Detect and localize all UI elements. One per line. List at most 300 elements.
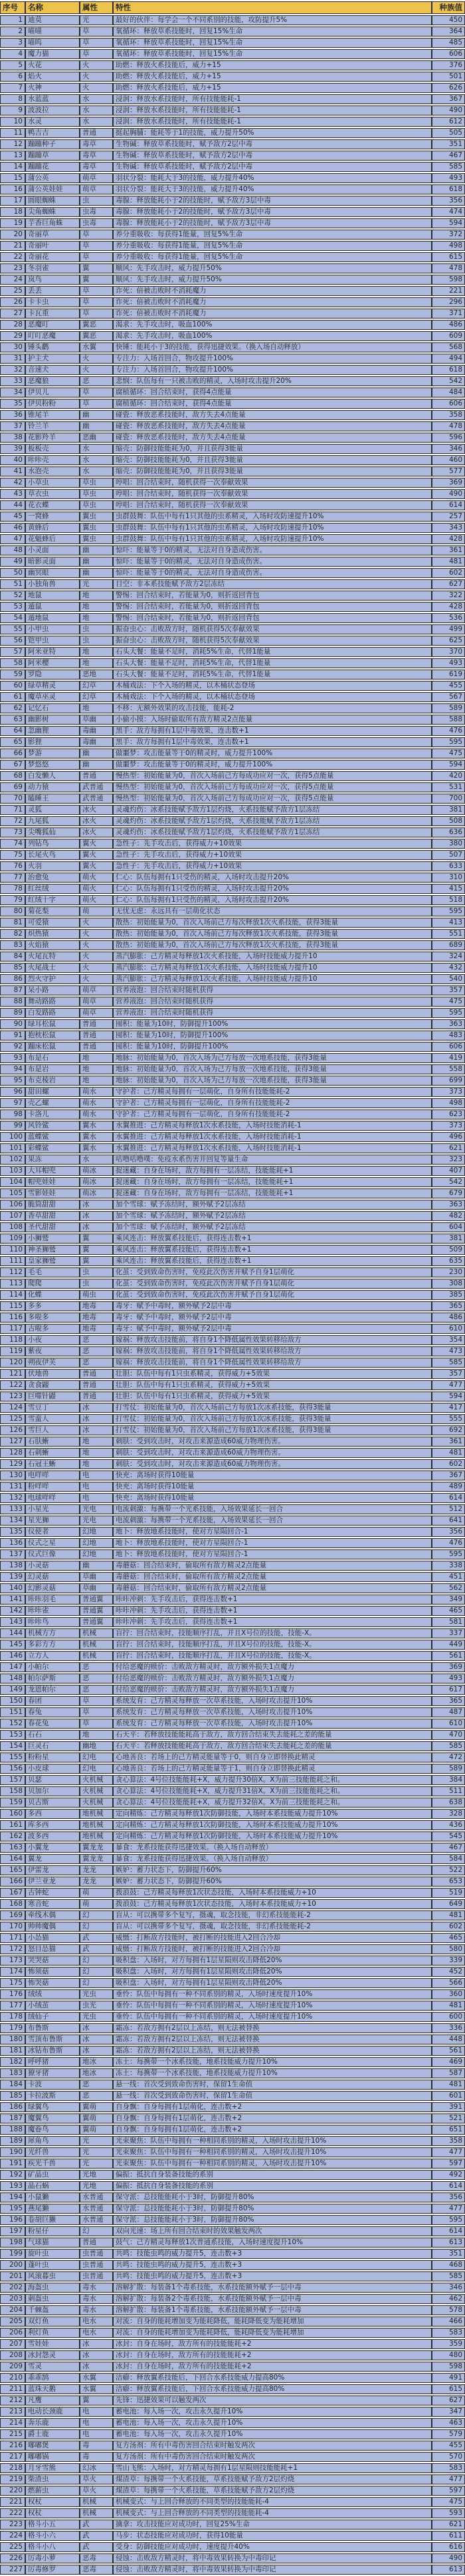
cell-base-stat[interactable]: 567 bbox=[432, 692, 465, 702]
cell-serial[interactable]: 156 bbox=[0, 1764, 25, 1774]
cell-base-stat[interactable]: 555 bbox=[432, 1414, 465, 1424]
cell-trait[interactable]: 毒蘑菇：回合结束时，偷取所有敌方精灵2点能量 bbox=[113, 1583, 432, 1593]
cell-attribute[interactable]: 幽 bbox=[80, 421, 113, 431]
cell-serial[interactable]: 150 bbox=[0, 1696, 25, 1706]
cell-serial[interactable]: 153 bbox=[0, 1730, 25, 1740]
cell-base-stat[interactable]: 360 bbox=[432, 1989, 465, 1999]
cell-name[interactable]: 卡卡虫 bbox=[25, 297, 80, 307]
cell-trait[interactable]: 氧循环：释放草系技能时，回复15%生命 bbox=[113, 27, 432, 36]
cell-base-stat[interactable]: 627 bbox=[432, 2396, 465, 2405]
cell-base-stat[interactable]: 509 bbox=[432, 1245, 465, 1255]
cell-name[interactable]: 小怂猫 bbox=[25, 1933, 80, 1943]
cell-name[interactable]: 火神 bbox=[25, 83, 80, 93]
cell-attribute[interactable]: 普通翼 bbox=[80, 1606, 113, 1616]
cell-trait[interactable]: 囤积：能量为10时，防御提升100% bbox=[113, 1031, 432, 1040]
cell-serial[interactable]: 49 bbox=[0, 557, 25, 567]
cell-name[interactable]: 粉星仔 bbox=[25, 2226, 80, 2236]
cell-attribute[interactable]: 幻 bbox=[80, 1967, 113, 1977]
cell-base-stat[interactable]: 626 bbox=[432, 83, 465, 93]
cell-base-stat[interactable]: 594 bbox=[432, 1392, 465, 1401]
cell-serial[interactable]: 8 bbox=[0, 94, 25, 104]
cell-base-stat[interactable]: 649 bbox=[432, 1899, 465, 1909]
cell-trait[interactable]: 贪心算法：4号位技能能耗+X，威力提升31倍X。X为前三技能能耗之和。 bbox=[113, 1786, 432, 1796]
cell-name[interactable]: 怒目怂猫 bbox=[25, 1944, 80, 1954]
cell-serial[interactable]: 171 bbox=[0, 1933, 25, 1943]
cell-attribute[interactable]: 草虫 bbox=[80, 478, 113, 488]
cell-base-stat[interactable]: 580 bbox=[432, 1944, 465, 1954]
cell-serial[interactable]: 69 bbox=[0, 782, 25, 792]
cell-attribute[interactable]: 虫光 bbox=[80, 2001, 113, 2011]
cell-trait[interactable]: 碰瓷：释放恶系技能时，敌方失去4点能量 bbox=[113, 410, 432, 420]
cell-name[interactable]: 紫夜 bbox=[25, 1346, 80, 1356]
cell-serial[interactable]: 98 bbox=[0, 1109, 25, 1119]
cell-name[interactable]: 魔草巫灵 bbox=[25, 692, 80, 702]
cell-trait[interactable]: 化茧：受到致命伤害时，免疫此次伤害并赋予自身1层萌化 bbox=[113, 1290, 432, 1300]
cell-serial[interactable]: 167 bbox=[0, 1888, 25, 1898]
cell-name[interactable]: 草衣虫 bbox=[25, 489, 80, 499]
cell-serial[interactable]: 205 bbox=[0, 2317, 25, 2326]
cell-name[interactable]: 蹦床松鼠 bbox=[25, 1042, 80, 1052]
cell-attribute[interactable]: 普通 bbox=[80, 1019, 113, 1029]
cell-base-stat[interactable]: 322 bbox=[432, 591, 465, 601]
cell-base-stat[interactable]: 499 bbox=[432, 624, 465, 634]
cell-trait[interactable]: 心地善良：若场上的己方精灵能量等于0，则自身立即替换此精灵 bbox=[113, 1753, 432, 1762]
cell-name[interactable]: 伊贝儿 bbox=[25, 388, 80, 397]
cell-trait[interactable]: 顺风：先手攻击时，威力提升50% bbox=[113, 263, 432, 273]
cell-name[interactable]: 风滚暮虫 bbox=[25, 2271, 80, 2281]
header-base-stat[interactable]: 种族值 bbox=[432, 1, 465, 14]
cell-trait[interactable]: 吸积盘：入场时，对方每拥有1层星陨则攻击降低20% bbox=[113, 1956, 432, 1966]
cell-name[interactable]: 怖须菇 bbox=[25, 1967, 80, 1977]
cell-serial[interactable]: 36 bbox=[0, 410, 25, 420]
cell-name[interactable]: 幽影树 bbox=[25, 715, 80, 725]
cell-name[interactable]: 贪食鼹 bbox=[25, 1380, 80, 1390]
cell-base-stat[interactable]: 473 bbox=[432, 1346, 465, 1356]
cell-attribute[interactable]: 恶 bbox=[80, 1685, 113, 1695]
cell-attribute[interactable]: 龙龙 bbox=[80, 1865, 113, 1875]
cell-attribute[interactable]: 草 bbox=[80, 38, 113, 48]
cell-trait[interactable]: 专注力：入场首回合，物攻提升100% bbox=[113, 354, 432, 364]
cell-name[interactable]: 奇丽草 bbox=[25, 230, 80, 240]
cell-attribute[interactable]: 虫 bbox=[80, 1279, 113, 1289]
cell-name[interactable]: 多啦多 bbox=[25, 1313, 80, 1323]
cell-trait[interactable]: 虫群鼓舞：队伍中每有1只其他的虫系精灵，入场时攻防速提升10% bbox=[113, 534, 432, 544]
cell-attribute[interactable]: 幽地 bbox=[80, 1741, 113, 1751]
cell-base-stat[interactable]: 616 bbox=[432, 2542, 465, 2552]
cell-base-stat[interactable]: 588 bbox=[432, 715, 465, 725]
cell-name[interactable]: 古钟蛇 bbox=[25, 1888, 80, 1898]
cell-serial[interactable]: 120 bbox=[0, 1358, 25, 1368]
cell-name[interactable]: 丢丢 bbox=[25, 286, 80, 296]
cell-base-stat[interactable]: 700 bbox=[432, 794, 465, 804]
cell-name[interactable]: 记忆石 bbox=[25, 703, 80, 713]
cell-base-stat[interactable]: 413 bbox=[432, 918, 465, 928]
cell-trait[interactable]: 小偷小摸：入场时偷取所有敌方精灵2点能量 bbox=[113, 715, 432, 725]
cell-serial[interactable]: 12 bbox=[0, 139, 25, 149]
cell-trait[interactable]: 振奋虫心：击败敌方时，随机获得5次奉献效果 bbox=[113, 624, 432, 634]
cell-name[interactable]: 舞动路路 bbox=[25, 997, 80, 1007]
cell-name[interactable]: 贝加尔 bbox=[25, 1786, 80, 1796]
cell-attribute[interactable]: 光虫 bbox=[80, 1989, 113, 1999]
cell-base-stat[interactable]: 432 bbox=[432, 963, 465, 973]
cell-base-stat[interactable]: 484 bbox=[432, 388, 465, 397]
cell-attribute[interactable]: 草幽 bbox=[80, 715, 113, 725]
cell-base-stat[interactable]: 363 bbox=[432, 1019, 465, 1029]
cell-serial[interactable]: 116 bbox=[0, 1313, 25, 1323]
cell-base-stat[interactable]: 511 bbox=[432, 1786, 465, 1796]
cell-attribute[interactable]: 草 bbox=[80, 1696, 113, 1706]
cell-trait[interactable]: 守护者：己方精灵每拥有一层萌化，自身所有技能能耗-2 bbox=[113, 1098, 432, 1108]
cell-attribute[interactable]: 翼恶 bbox=[80, 320, 113, 330]
cell-attribute[interactable]: 普通 bbox=[80, 2238, 113, 2248]
cell-trait[interactable]: 惊吓：能量等于0的精灵，无法对自身造成伤害。 bbox=[113, 545, 432, 555]
cell-serial[interactable]: 94 bbox=[0, 1064, 25, 1074]
cell-trait[interactable]: 快充：离场时获得10能量 bbox=[113, 1493, 432, 1503]
cell-attribute[interactable]: 萌火 bbox=[80, 873, 113, 883]
cell-name[interactable]: 爵士鹿 bbox=[25, 2429, 80, 2439]
cell-base-stat[interactable]: 475 bbox=[432, 749, 465, 758]
cell-name[interactable]: 巨灵石 bbox=[25, 1741, 80, 1751]
cell-trait[interactable]: 生物碱：释放草系技能时，赋予敌方2层中毒 bbox=[113, 162, 432, 172]
cell-base-stat[interactable]: 417 bbox=[432, 1403, 465, 1413]
cell-base-stat[interactable]: 466 bbox=[432, 2317, 465, 2326]
cell-serial[interactable]: 199 bbox=[0, 2249, 25, 2259]
cell-name[interactable]: 波多西 bbox=[25, 1831, 80, 1841]
cell-name[interactable]: 乖乖鹄 bbox=[25, 2373, 80, 2383]
cell-name[interactable]: 电咩咩 bbox=[25, 1470, 80, 1480]
cell-name[interactable]: 冬羽雀 bbox=[25, 263, 80, 273]
cell-base-stat[interactable]: 593 bbox=[432, 2508, 465, 2518]
cell-name[interactable]: 石石 bbox=[25, 1730, 80, 1740]
cell-trait[interactable]: 盲拧：回合结束时，技能顺序打乱，并且X号位的技能，技能-X。 bbox=[113, 1640, 432, 1650]
cell-trait[interactable]: 加个雪球：赋予冻结时，额外赋予2层冻结 bbox=[113, 1200, 432, 1210]
cell-name[interactable]: 雪娃娃 bbox=[25, 2339, 80, 2349]
cell-trait[interactable]: 毒牙：赋予中毒时，额外赋予2层中毒 bbox=[113, 1313, 432, 1323]
cell-serial[interactable]: 130 bbox=[0, 1470, 25, 1480]
cell-serial[interactable]: 95 bbox=[0, 1076, 25, 1086]
cell-attribute[interactable]: 火 bbox=[80, 354, 113, 364]
cell-name[interactable]: 幽冥眼 bbox=[25, 568, 80, 578]
cell-attribute[interactable]: 草虫 bbox=[80, 500, 113, 510]
cell-trait[interactable]: 受身：防御技能应对成功时，速度提升40% bbox=[113, 2542, 432, 2552]
cell-attribute[interactable]: 草虫 bbox=[80, 489, 113, 499]
cell-attribute[interactable]: 草 bbox=[80, 230, 113, 240]
cell-trait[interactable]: 不移：无额外效果的攻击技能，能耗-2 bbox=[113, 703, 432, 713]
cell-attribute[interactable]: 光地 bbox=[80, 2170, 113, 2180]
cell-name[interactable]: 火尾战士 bbox=[25, 963, 80, 973]
cell-base-stat[interactable]: 597 bbox=[432, 2159, 465, 2169]
cell-serial[interactable]: 32 bbox=[0, 365, 25, 375]
cell-serial[interactable]: 149 bbox=[0, 1685, 25, 1695]
cell-base-stat[interactable]: 373 bbox=[432, 1121, 465, 1131]
cell-base-stat[interactable]: 455 bbox=[432, 2441, 465, 2451]
cell-serial[interactable]: 93 bbox=[0, 1053, 25, 1063]
cell-base-stat[interactable]: 596 bbox=[432, 433, 465, 443]
cell-trait[interactable]: 系统发育：己方精灵每释放一次草系技能，入场时攻击提升10% bbox=[113, 1696, 432, 1706]
cell-base-stat[interactable]: 585 bbox=[432, 1358, 465, 1368]
cell-name[interactable]: 帽兜娃娃 bbox=[25, 1177, 80, 1187]
cell-name[interactable]: 尖角蜘蛛 bbox=[25, 207, 80, 217]
cell-name[interactable]: 铠甲虫 bbox=[25, 636, 80, 646]
cell-base-stat[interactable]: 373 bbox=[432, 1087, 465, 1097]
cell-serial[interactable]: 106 bbox=[0, 1200, 25, 1210]
cell-base-stat[interactable]: 351 bbox=[432, 139, 465, 149]
cell-name[interactable]: 黄蜂后 bbox=[25, 523, 80, 533]
cell-attribute[interactable]: 幽 bbox=[80, 568, 113, 578]
cell-trait[interactable]: 生物碱：释放草系技能时，赋予敌方2层中毒 bbox=[113, 151, 432, 161]
cell-trait[interactable]: 石头大餐：能量不足时，消耗5%生命，代替1能量 bbox=[113, 658, 432, 668]
cell-serial[interactable]: 40 bbox=[0, 455, 25, 465]
cell-base-stat[interactable]: 450 bbox=[432, 15, 465, 25]
cell-trait[interactable]: 偏振：抵抗自身装备技能的系别 bbox=[113, 2170, 432, 2180]
cell-name[interactable]: 龙恩帕尔 bbox=[25, 1685, 80, 1695]
cell-attribute[interactable]: 武普通 bbox=[80, 794, 113, 804]
cell-attribute[interactable]: 地 bbox=[80, 1064, 113, 1074]
cell-trait[interactable]: 对流：自身的能耗增加变为能耗降低，能耗降低变为能耗增加 bbox=[113, 2317, 432, 2326]
cell-serial[interactable]: 165 bbox=[0, 1865, 25, 1875]
cell-name[interactable]: 绿草精灵 bbox=[25, 681, 80, 691]
cell-attribute[interactable]: 地毒 bbox=[80, 1301, 113, 1311]
cell-name[interactable]: 雪蛮人 bbox=[25, 1414, 80, 1424]
cell-trait[interactable]: 溶解扩散：每装备2个毒系技能，水系技能额外赋予一层中毒 bbox=[113, 2294, 432, 2304]
cell-attribute[interactable]: 翼火 bbox=[80, 839, 113, 849]
cell-name[interactable]: 粉咩咩 bbox=[25, 1482, 80, 1492]
cell-name[interactable]: 恶魔叮 bbox=[25, 320, 80, 330]
cell-name[interactable]: 花魁蜂后 bbox=[25, 534, 80, 544]
cell-attribute[interactable]: 萌火 bbox=[80, 884, 113, 894]
cell-base-stat[interactable]: 372 bbox=[432, 230, 465, 240]
cell-base-stat[interactable]: 476 bbox=[432, 1538, 465, 1548]
cell-trait[interactable]: 定向精炼：己方精灵每释放1次防御技能，入场时本系技能威力提升10% bbox=[113, 1831, 432, 1841]
cell-attribute[interactable]: 萌水 bbox=[80, 1098, 113, 1108]
cell-trait[interactable]: 做噩梦：攻击能量等于0的精灵时，威力提升100% bbox=[113, 749, 432, 758]
cell-attribute[interactable]: 冰 bbox=[80, 1403, 113, 1413]
cell-serial[interactable]: 223 bbox=[0, 2520, 25, 2530]
cell-name[interactable]: 焰火 bbox=[25, 72, 80, 82]
cell-serial[interactable]: 81 bbox=[0, 918, 25, 928]
cell-attribute[interactable]: 普通 bbox=[80, 1380, 113, 1390]
cell-trait[interactable]: 嫉妒：蓄力状态下，防御提升60% bbox=[113, 1877, 432, 1887]
cell-attribute[interactable]: 幽 bbox=[80, 557, 113, 567]
cell-name[interactable]: 花影羚羊 bbox=[25, 433, 80, 443]
cell-name[interactable]: 小皮球 bbox=[25, 1764, 80, 1774]
cell-attribute[interactable]: 冰 bbox=[80, 1211, 113, 1221]
cell-attribute[interactable]: 冰 bbox=[80, 2035, 113, 2044]
cell-base-stat[interactable]: 490 bbox=[432, 106, 465, 115]
cell-name[interactable]: 圣代甜甜 bbox=[25, 1222, 80, 1232]
cell-serial[interactable]: 115 bbox=[0, 1301, 25, 1311]
cell-base-stat[interactable]: 323 bbox=[432, 1155, 465, 1165]
cell-attribute[interactable]: 幻 bbox=[80, 1910, 113, 1920]
cell-base-stat[interactable]: 486 bbox=[432, 1313, 465, 1323]
cell-name[interactable]: 燕尾獭 bbox=[25, 2204, 80, 2214]
cell-name[interactable]: 小狮鹫 bbox=[25, 1234, 80, 1244]
cell-trait[interactable]: 擒拿：攻击技能应对成功时，回复25%生命 bbox=[113, 2520, 432, 2530]
cell-trait[interactable]: 羽状分裂：能耗大于3的技能，威力提升40% bbox=[113, 173, 432, 183]
cell-serial[interactable]: 34 bbox=[0, 388, 25, 397]
cell-base-stat[interactable]: 493 bbox=[432, 173, 465, 183]
cell-base-stat[interactable]: 522 bbox=[432, 1865, 465, 1875]
cell-name[interactable]: 烈火守护 bbox=[25, 974, 80, 984]
cell-base-stat[interactable]: 481 bbox=[432, 557, 465, 567]
cell-attribute[interactable]: 草 bbox=[80, 241, 113, 251]
cell-base-stat[interactable]: 585 bbox=[432, 162, 465, 172]
cell-name[interactable]: 春团 bbox=[25, 1696, 80, 1706]
cell-trait[interactable]: 光束聚焦：队伍中每拥有一种相同系别的精灵，入场时攻击提升10% bbox=[113, 2136, 432, 2146]
cell-serial[interactable]: 85 bbox=[0, 963, 25, 973]
cell-attribute[interactable]: 地冰 bbox=[80, 2068, 113, 2078]
cell-trait[interactable]: 垂怜：队伍中每拥有一种不同系别的精灵，入场时速度提升10% bbox=[113, 1989, 432, 1999]
cell-base-stat[interactable]: 641 bbox=[432, 1516, 465, 1526]
cell-trait[interactable]: 复方汤剂：所有中毒伤害回合结束时触发两次 bbox=[113, 2452, 432, 2462]
cell-attribute[interactable]: 恶毒 bbox=[80, 2565, 113, 2575]
cell-base-stat[interactable]: 508 bbox=[432, 816, 465, 826]
cell-serial[interactable]: 216 bbox=[0, 2441, 25, 2451]
cell-serial[interactable]: 172 bbox=[0, 1944, 25, 1954]
cell-serial[interactable]: 18 bbox=[0, 207, 25, 217]
cell-serial[interactable]: 31 bbox=[0, 354, 25, 364]
cell-name[interactable]: 小鼠獭 bbox=[25, 2192, 80, 2202]
cell-attribute[interactable]: 虫普通 bbox=[80, 2249, 113, 2259]
cell-trait[interactable]: 地卜：释放地系技能时，使对方星陨回合-1 bbox=[113, 1549, 432, 1559]
cell-base-stat[interactable]: 623 bbox=[432, 1109, 465, 1119]
cell-trait[interactable]: 地脉：初始能量为0，首次入场为己方每放一次地系技能，获得3能量 bbox=[113, 1053, 432, 1063]
cell-name[interactable]: 绒绒 bbox=[25, 1989, 80, 1999]
cell-serial[interactable]: 7 bbox=[0, 83, 25, 93]
cell-trait[interactable]: 乘风连击：释放翼系技能后，获得连击数+1 bbox=[113, 1245, 432, 1255]
cell-name[interactable]: 岚鸟 bbox=[25, 275, 80, 285]
cell-serial[interactable]: 11 bbox=[0, 128, 25, 138]
cell-base-stat[interactable]: 615 bbox=[432, 252, 465, 262]
cell-trait[interactable]: 盲拧：回合结束时，技能顺序打乱，并且X号位的技能，技能-X。 bbox=[113, 1651, 432, 1661]
cell-attribute[interactable]: 毒水 bbox=[80, 2294, 113, 2304]
cell-name[interactable]: 魔眷鸟 bbox=[25, 2125, 80, 2135]
cell-serial[interactable]: 91 bbox=[0, 1031, 25, 1040]
cell-name[interactable]: 爬爬 bbox=[25, 1279, 80, 1289]
cell-trait[interactable]: 加个雪球：赋予冻结时，额外赋予2层冻结 bbox=[113, 1211, 432, 1221]
cell-trait[interactable]: 无忧无虑：永远具有一层萌化状态 bbox=[113, 906, 432, 916]
cell-serial[interactable]: 33 bbox=[0, 376, 25, 386]
cell-attribute[interactable]: 水 bbox=[80, 455, 113, 465]
cell-serial[interactable]: 99 bbox=[0, 1121, 25, 1131]
cell-base-stat[interactable]: 376 bbox=[432, 60, 465, 70]
cell-attribute[interactable]: 恶 bbox=[80, 376, 113, 386]
cell-name[interactable]: 权杖 bbox=[25, 2508, 80, 2518]
cell-attribute[interactable]: 电 bbox=[80, 1470, 113, 1480]
cell-trait[interactable]: 自身飘：自身每拥有1层萌化，连击数+2 bbox=[113, 2113, 432, 2123]
cell-serial[interactable]: 74 bbox=[0, 839, 25, 849]
cell-base-stat[interactable]: 436 bbox=[432, 1820, 465, 1830]
cell-trait[interactable]: 散热：初始能量为0，首次入场前己方每次释放1次火系技能，获得3能量 bbox=[113, 918, 432, 928]
cell-base-stat[interactable]: 221 bbox=[432, 286, 465, 296]
cell-serial[interactable]: 121 bbox=[0, 1369, 25, 1379]
cell-trait[interactable]: 哼唱：回合结束时，随机获得一次奉献效果 bbox=[113, 489, 432, 499]
cell-attribute[interactable]: 火机械 bbox=[80, 1798, 113, 1808]
cell-attribute[interactable]: 翼虫 bbox=[80, 523, 113, 533]
cell-attribute[interactable]: 毒幽 bbox=[80, 726, 113, 736]
cell-serial[interactable]: 195 bbox=[0, 2204, 25, 2214]
cell-trait[interactable]: 黑手：敌方每拥有1层中毒效果，连击数+1 bbox=[113, 737, 432, 747]
cell-serial[interactable]: 71 bbox=[0, 805, 25, 815]
cell-name[interactable]: 蹦蹦草 bbox=[25, 151, 80, 161]
cell-trait[interactable]: 刺肤：受到攻击时，对攻击来源造成60威力物理伤害。 bbox=[113, 1437, 432, 1447]
cell-trait[interactable]: 浸润：释放水系技能时，所有技能能耗-1 bbox=[113, 117, 432, 127]
cell-name[interactable]: 暗影灵面 bbox=[25, 557, 80, 567]
cell-attribute[interactable]: 毒 bbox=[80, 2452, 113, 2462]
cell-trait[interactable]: 毒腺：释放能耗小于2的技能时，赋予敌方3层中毒 bbox=[113, 218, 432, 228]
cell-name[interactable]: 绿耳松鼠 bbox=[25, 1019, 80, 1029]
cell-base-stat[interactable]: 371 bbox=[432, 309, 465, 319]
cell-attribute[interactable]: 水翼 bbox=[80, 2373, 113, 2383]
cell-name[interactable]: 蓝蝶鲨 bbox=[25, 1132, 80, 1142]
cell-base-stat[interactable]: 595 bbox=[432, 1008, 465, 1018]
cell-attribute[interactable]: 地 bbox=[80, 1448, 113, 1458]
cell-trait[interactable]: 警惕：回合结束时，若能量为0，则折返回背包 bbox=[113, 613, 432, 623]
cell-serial[interactable]: 56 bbox=[0, 636, 25, 646]
cell-serial[interactable]: 82 bbox=[0, 929, 25, 939]
cell-serial[interactable]: 108 bbox=[0, 1222, 25, 1232]
cell-attribute[interactable]: 水普通 bbox=[80, 2192, 113, 2202]
cell-base-stat[interactable]: 420 bbox=[432, 771, 465, 781]
cell-trait[interactable]: 蓄电池：每入场一次，攻击永久提升10% bbox=[113, 2429, 432, 2439]
cell-name[interactable]: 伏地兽 bbox=[25, 1369, 80, 1379]
cell-attribute[interactable]: 水 bbox=[80, 466, 113, 476]
cell-attribute[interactable]: 光电 bbox=[80, 1504, 113, 1514]
cell-attribute[interactable]: 地毒 bbox=[80, 1324, 113, 1334]
cell-name[interactable]: 蒲公英娃娃 bbox=[25, 184, 80, 194]
cell-serial[interactable]: 125 bbox=[0, 1414, 25, 1424]
cell-trait[interactable]: 囤积：能量为10时，防御提升100% bbox=[113, 1019, 432, 1029]
cell-serial[interactable]: 23 bbox=[0, 263, 25, 273]
cell-name[interactable]: 冰钻布鲁斯 bbox=[25, 2046, 80, 2056]
cell-name[interactable]: 矿晶虫 bbox=[25, 2170, 80, 2180]
cell-serial[interactable]: 203 bbox=[0, 2294, 25, 2304]
cell-trait[interactable]: 壮胆：队伍中每有1只虫系精灵，获得威力+5效果 bbox=[113, 1380, 432, 1390]
cell-attribute[interactable]: 武 bbox=[80, 2520, 113, 2530]
cell-base-stat[interactable]: 679 bbox=[432, 1188, 465, 1198]
cell-attribute[interactable]: 武 bbox=[80, 1944, 113, 1954]
cell-trait[interactable]: 吸积盘：入场时，对方每拥有1层星陨则攻击降低20% bbox=[113, 1978, 432, 1988]
cell-base-stat[interactable]: 480 bbox=[432, 2350, 465, 2360]
cell-serial[interactable]: 89 bbox=[0, 1008, 25, 1018]
cell-name[interactable]: 抱枕松鼠 bbox=[25, 1031, 80, 1040]
cell-trait[interactable]: 打雪仗：初始能量为0，首次入场前己方每放1次冰系技能，获得3能量 bbox=[113, 1403, 432, 1413]
cell-trait[interactable]: 顺风：先手攻击时，威力提升50% bbox=[113, 275, 432, 285]
cell-trait[interactable]: 光束聚焦：队伍中每拥有一种相同系别的精灵，入场时攻击提升10% bbox=[113, 2147, 432, 2157]
cell-base-stat[interactable]: 478 bbox=[432, 421, 465, 431]
cell-base-stat[interactable]: 589 bbox=[432, 1764, 465, 1774]
cell-name[interactable]: 机械方方 bbox=[25, 1628, 80, 1638]
cell-serial[interactable]: 103 bbox=[0, 1166, 25, 1176]
cell-serial[interactable]: 55 bbox=[0, 624, 25, 634]
cell-name[interactable]: 雪灵 bbox=[25, 2362, 80, 2372]
cell-serial[interactable]: 207 bbox=[0, 2339, 25, 2349]
cell-attribute[interactable]: 地 bbox=[80, 703, 113, 713]
cell-serial[interactable]: 227 bbox=[0, 2565, 25, 2575]
cell-trait[interactable]: 助燃：释放火系技能后，威力+15 bbox=[113, 83, 432, 93]
cell-base-stat[interactable]: 610 bbox=[432, 1719, 465, 1729]
cell-attribute[interactable]: 普通 bbox=[80, 771, 113, 781]
cell-serial[interactable]: 111 bbox=[0, 1256, 25, 1266]
cell-trait[interactable]: 化茧：受到致命伤害时，免疫此次伤害并赋予自身1层萌化 bbox=[113, 1279, 432, 1289]
cell-attribute[interactable]: 火 bbox=[80, 83, 113, 93]
cell-serial[interactable]: 162 bbox=[0, 1831, 25, 1841]
cell-name[interactable]: 卡洛儿 bbox=[25, 1109, 80, 1119]
cell-base-stat[interactable]: 581 bbox=[432, 1617, 465, 1627]
cell-name[interactable]: 布是石 bbox=[25, 1053, 80, 1063]
cell-serial[interactable]: 168 bbox=[0, 1899, 25, 1909]
cell-base-stat[interactable]: 617 bbox=[432, 1685, 465, 1695]
